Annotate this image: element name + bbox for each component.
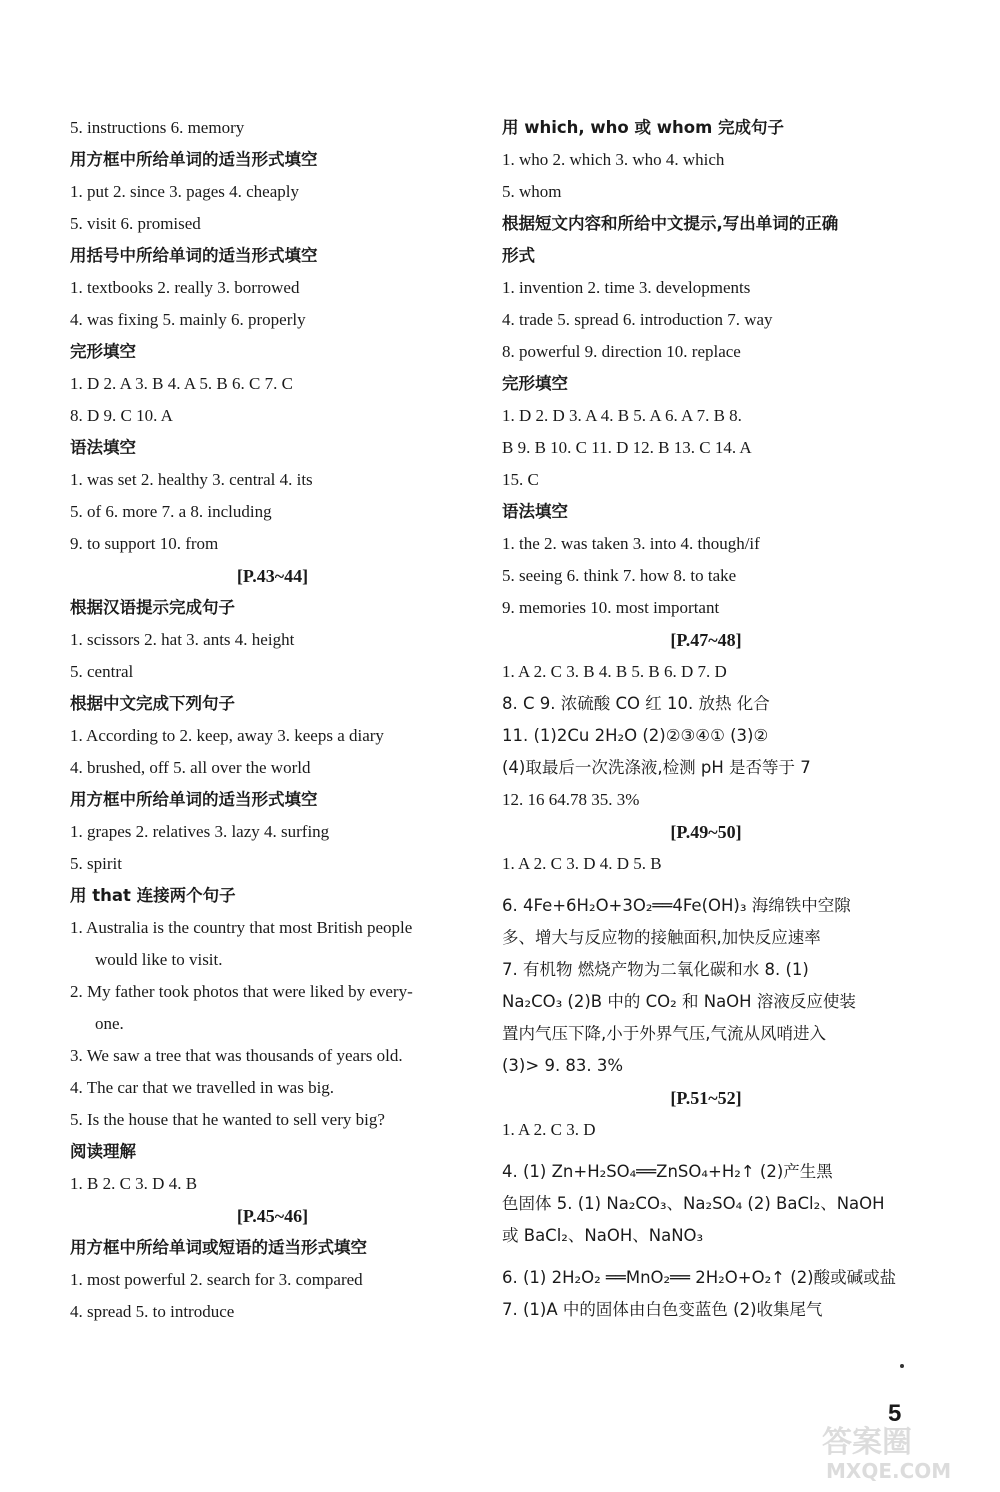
answer-line: Na₂CO₃ (2)B 中的 CO₂ 和 NaOH 溶液反应使装 [502,992,856,1011]
answer-line: 4. brushed, off 5. all over the world [70,758,311,777]
answer-line: 11. (1)2Cu 2H₂O (2)②③④① (3)② [502,726,769,745]
answer-line: 1. was set 2. healthy 3. central 4. its [70,470,313,489]
answer-line: 1. A 2. C 3. B 4. B 5. B 6. D 7. D [502,662,727,681]
answer-line: 5. Is the house that he wanted to sell very big? [70,1110,385,1129]
answer-line: one. [95,1014,124,1033]
answer-line: 1. B 2. C 3. D 4. B [70,1174,198,1193]
answer-line: 2. My father took photos that were liked by every- [70,982,413,1001]
section-heading: 根据中文完成下列句子 [70,694,235,713]
section-heading: 语法填空 [70,438,136,457]
section-heading: 用方框中所给单词的适当形式填空 [70,150,318,169]
answer-line: 多、增大与反应物的接触面积,加快反应速率 [502,928,821,947]
answer-line: 色固体 5. (1) Na₂CO₃、Na₂SO₄ (2) BaCl₂、NaOH [502,1194,885,1213]
answer-line: (3)> 9. 83. 3% [502,1056,624,1075]
answer-line: 1. most powerful 2. search for 3. compared [70,1270,363,1289]
section-heading: 用方框中所给单词或短语的适当形式填空 [70,1238,367,1257]
watermark-logo [818,1418,988,1484]
answer-line: 1. Australia is the country that most British people [70,918,413,937]
answer-line: 1. scissors 2. hat 3. ants 4. height [70,630,295,649]
page-range-heading: [P.49~50] [670,822,742,842]
answer-line: 1. textbooks 2. really 3. borrowed [70,278,300,297]
answer-line: 8. powerful 9. direction 10. replace [502,342,741,361]
section-heading: 完形填空 [502,374,568,393]
page-range-heading: [P.51~52] [670,1088,742,1108]
page-range-heading: [P.43~44] [236,566,309,586]
answer-line: 或 BaCl₂、NaOH、NaNO₃ [502,1226,704,1245]
answer-line: 3. We saw a tree that was thousands of years old. [70,1046,403,1065]
page-number: 5 [888,1400,902,1427]
section-heading: 根据短文内容和所给中文提示,写出单词的正确 [502,214,839,233]
answer-line: 7. 有机物 燃烧产物为二氧化碳和水 8. (1) [502,960,809,979]
answer-line: 4. trade 5. spread 6. introduction 7. way [502,310,773,329]
spacer [502,880,910,890]
spacer [502,1252,910,1262]
answer-line: 1. A 2. C 3. D [502,1120,596,1139]
answer-line: 1. invention 2. time 3. developments [502,278,751,297]
answer-line: 1. who 2. which 3. who 4. which [502,150,725,169]
answer-line: 置内气压下降,小于外界气压,气流从风哨进入 [502,1024,826,1043]
answer-line: 15. C [502,470,539,489]
answer-line: 1. D 2. D 3. A 4. B 5. A 6. A 7. B 8. [502,406,742,425]
section-heading: 语法填空 [502,502,568,521]
answer-line: 4. The car that we travelled in was big. [70,1078,335,1097]
answer-line: would like to visit. [95,950,223,969]
section-heading: 完形填空 [70,342,136,361]
section-heading: 形式 [502,246,535,265]
answer-line: 1. A 2. C 3. D 4. D 5. B [502,854,662,873]
answer-line: 4. was fixing 5. mainly 6. properly [70,310,306,329]
answer-line: 9. to support 10. from [70,534,219,553]
answer-line: 4. (1) Zn+H₂SO₄══ZnSO₄+H₂↑ (2)产生黑 [502,1162,833,1181]
answer-line: 8. D 9. C 10. A [70,406,173,425]
answer-line: (4)取最后一次洗涤液,检测 pH 是否等于 7 [502,758,811,777]
section-heading: 根据汉语提示完成句子 [70,598,235,617]
answer-line: 1. the 2. was taken 3. into 4. though/if [502,534,760,553]
answer-line: B 9. B 10. C 11. D 12. B 13. C 14. A [502,438,752,457]
decorative-dot [900,1364,904,1368]
page-range-heading: [P.45~46] [236,1206,309,1226]
answer-line: 1. put 2. since 3. pages 4. cheaply [70,182,299,201]
section-heading: 用 which, who 或 whom 完成句子 [502,118,785,137]
answer-line: 7. (1)A 中的固体由白色变蓝色 (2)收集尾气 [502,1300,823,1319]
answer-line: 6. (1) 2H₂O₂ ══MnO₂══ 2H₂O+O₂↑ (2)酸或碱或盐 [502,1268,897,1287]
answer-line: 5. visit 6. promised [70,214,201,233]
right-column [502,112,910,1326]
answer-line: 9. memories 10. most important [502,598,720,617]
section-heading: 用 that 连接两个句子 [70,886,236,905]
page-range-heading: [P.47~48] [670,630,742,650]
answer-line: 5. of 6. more 7. a 8. including [70,502,272,521]
answer-line: 5. instructions 6. memory [70,118,245,137]
spacer [502,1146,910,1156]
answer-line: 12. 16 64.78 35. 3% [502,790,640,809]
answer-line: 4. spread 5. to introduce [70,1302,235,1321]
left-column [70,112,475,1328]
svg-text:答案圈: 答案圈 [822,1425,912,1460]
svg-text:MXQE.COM: MXQE.COM [826,1459,952,1483]
section-heading: 用方框中所给单词的适当形式填空 [70,790,318,809]
answer-line: 5. seeing 6. think 7. how 8. to take [502,566,737,585]
answer-line: 5. spirit [70,854,122,873]
section-heading: 阅读理解 [70,1142,136,1161]
answer-line: 6. 4Fe+6H₂O+3O₂══4Fe(OH)₃ 海绵铁中空隙 [502,896,851,915]
answer-line: 8. C 9. 浓硫酸 CO 红 10. 放热 化合 [502,694,770,713]
answer-line: 1. According to 2. keep, away 3. keeps a diary [70,726,384,745]
answer-line: 1. grapes 2. relatives 3. lazy 4. surfing [70,822,330,841]
answer-line: 5. central [70,662,134,681]
answer-line: 1. D 2. A 3. B 4. A 5. B 6. C 7. C [70,374,293,393]
answer-line: 5. whom [502,182,562,201]
section-heading: 用括号中所给单词的适当形式填空 [70,246,318,265]
